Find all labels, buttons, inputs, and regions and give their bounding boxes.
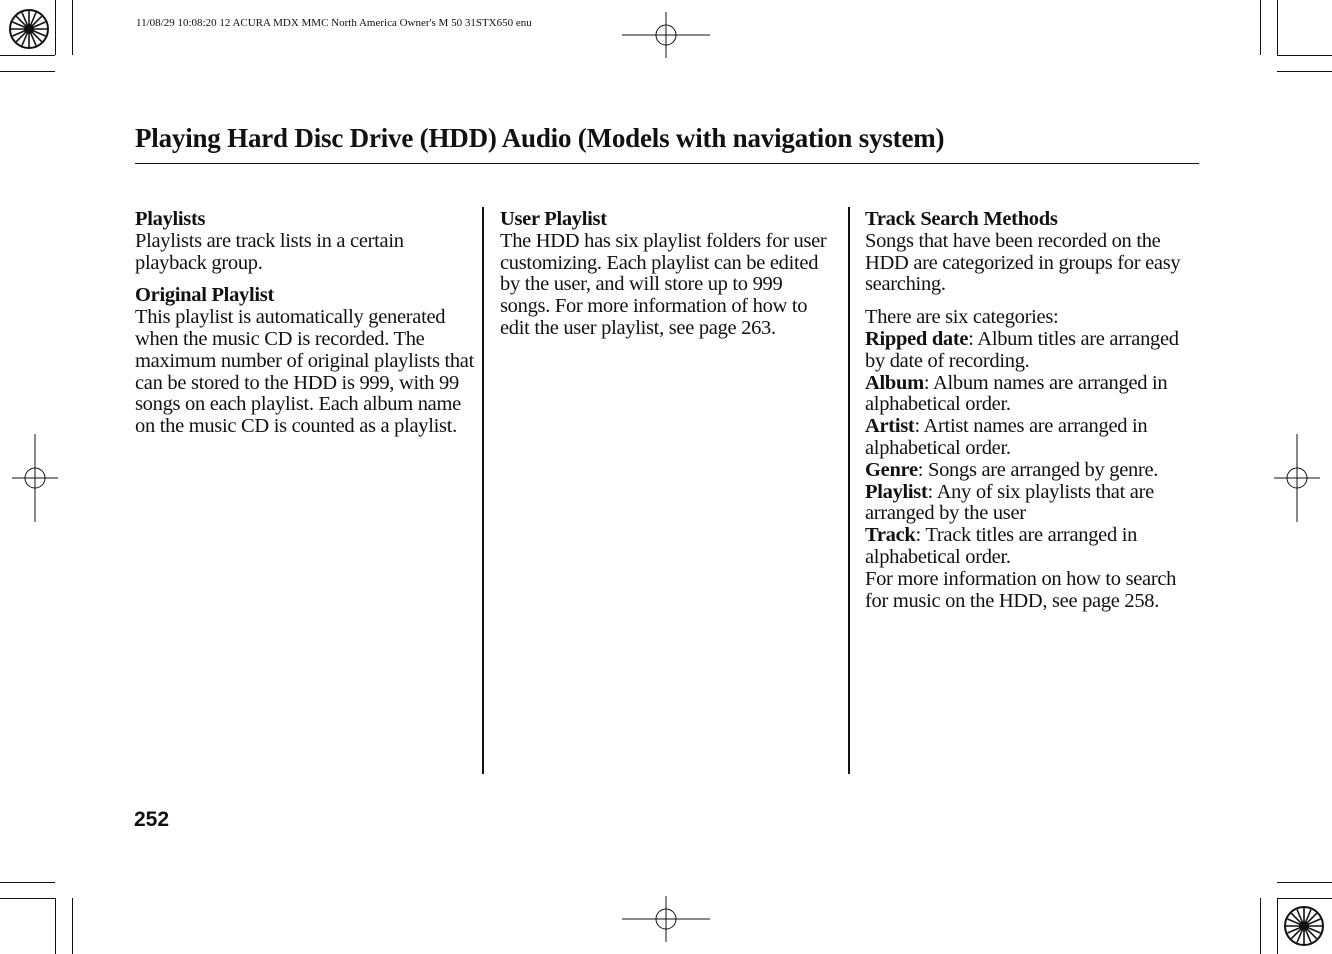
category-item (865, 373, 1195, 417)
category-desc: : Artist names are arranged in alphabetical order. (865, 415, 1148, 459)
page-title: Playing Hard Disc Drive (HDD) Audio (Models with navigation system) (135, 123, 945, 153)
crop-mark (55, 898, 56, 954)
crop-mark (1277, 898, 1332, 899)
crop-mark (0, 55, 55, 56)
section-heading: User Playlist (500, 208, 607, 230)
category-desc: : Album titles are arranged by date of recording. (865, 327, 1179, 372)
category-term: Genre (865, 458, 918, 481)
crop-mark (1277, 0, 1278, 55)
crop-mark (55, 0, 56, 55)
crop-mark (72, 0, 73, 55)
section (500, 209, 830, 340)
category-item (865, 482, 1195, 526)
category-desc: : Track titles are arranged in alphabetical order. (865, 524, 1138, 568)
category-term: Ripped date (865, 327, 969, 350)
category-item (865, 416, 1195, 460)
crop-mark (0, 882, 55, 883)
section-heading: Playlists (135, 208, 206, 230)
crop-mark (1277, 71, 1332, 72)
section-body: This playlist is automatically generated when the music CD is recorded. The maximum number of original playlists that can be stored to the HDD is 999, with 99 songs on each playlist. Each album name on the music CD is counted as a playlist. (135, 306, 474, 438)
category-desc: : Songs are arranged by genre. (917, 458, 1159, 481)
title-rule (135, 163, 1199, 164)
section-body: The HDD has six playlist folders for user customizing. Each playlist can be edited by the user, and will store up to 999 songs. For more information of how to edit the user playlist, see page 263. (500, 229, 827, 339)
category-item (865, 460, 1195, 482)
sunburst-registration-icon (8, 8, 50, 50)
crop-mark (1260, 898, 1261, 954)
column-3 (865, 209, 1195, 612)
column-divider (482, 207, 484, 774)
category-term: Track (865, 524, 916, 547)
crop-mark (72, 898, 73, 954)
registration-crosshair-icon (1274, 434, 1320, 522)
crop-mark (1277, 898, 1278, 954)
category-term: Playlist (865, 480, 928, 503)
crop-mark (0, 898, 55, 899)
crop-mark (0, 71, 55, 72)
section-heading: Track Search Methods (865, 208, 1058, 230)
column-1 (135, 209, 475, 438)
section (135, 285, 475, 438)
category-desc: : Any of six playlists that are arranged by the user (865, 480, 1154, 525)
crop-mark (1277, 882, 1332, 883)
category-term: Album (865, 371, 924, 394)
footer-note: For more information on how to search for music on the HDD, see page 258. (865, 567, 1177, 612)
page-number: 252 (134, 808, 170, 831)
registration-crosshair-icon (12, 434, 58, 522)
crop-mark (1277, 55, 1332, 56)
column-divider (848, 207, 850, 774)
category-term: Artist (865, 415, 915, 438)
category-desc: : Album names are arranged in alphabetical order. (865, 371, 1168, 416)
category-item (865, 329, 1195, 373)
section-body: Songs that have been recorded on the HDD are categorized in groups for easy searching. (865, 229, 1181, 296)
print-stamp: 11/08/29 10:08:20 12 ACURA MDX MMC North America Owner's M 50 31STX650 enu (136, 17, 532, 29)
crop-mark (1260, 0, 1261, 55)
section-heading: Original Playlist (135, 284, 274, 307)
section (865, 209, 1195, 296)
sunburst-registration-icon (1283, 905, 1325, 947)
section-body: Playlists are track lists in a certain playback group. (135, 229, 404, 274)
categories-intro: There are six categories: (865, 306, 1059, 329)
registration-crosshair-icon (622, 12, 710, 58)
section (135, 209, 475, 274)
registration-crosshair-icon (622, 896, 710, 942)
category-item (865, 525, 1195, 569)
column-2 (500, 209, 830, 340)
